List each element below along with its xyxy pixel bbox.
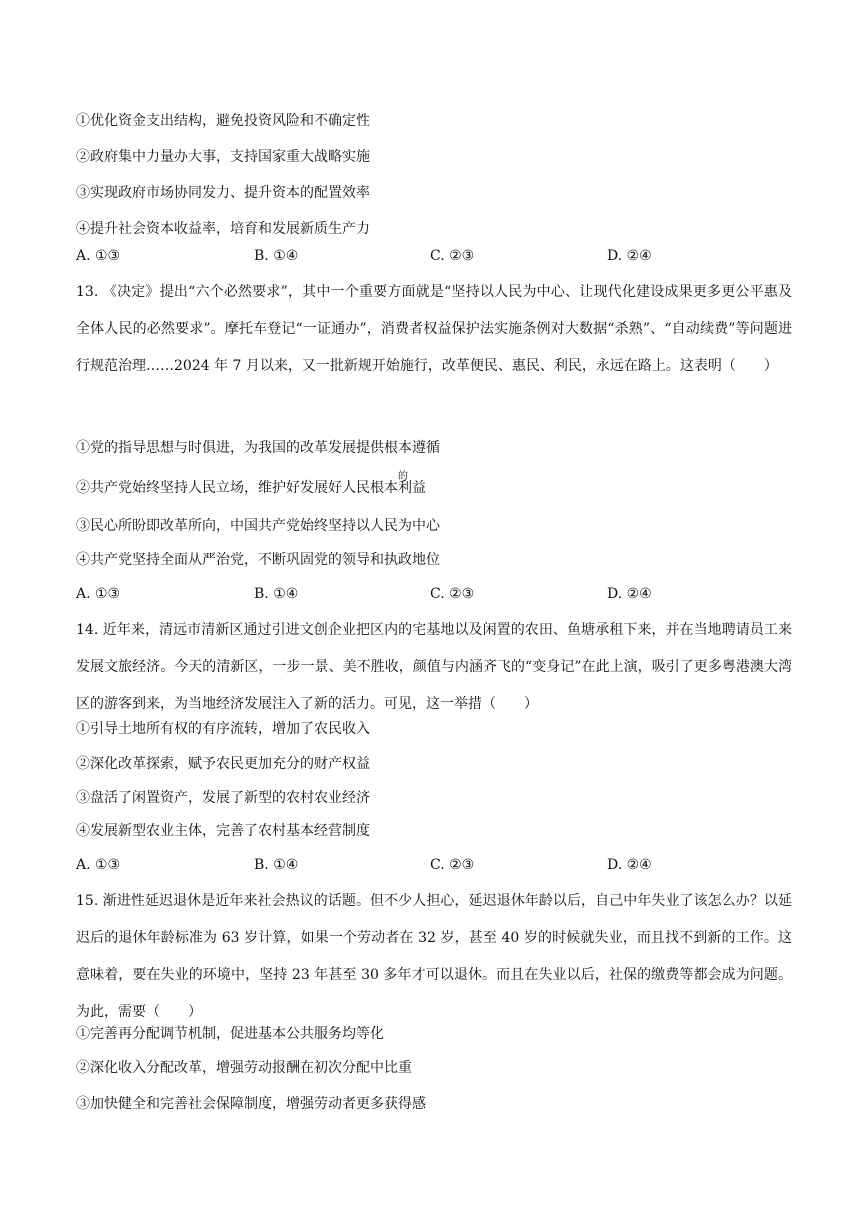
q14-item-1: ①引导土地所有权的有序流转，增加了农民收入 bbox=[76, 721, 370, 737]
q12-option-c: C. ②③ bbox=[430, 248, 475, 264]
q12-item-4: ④提升社会资本收益率，培育和发展新质生产力 bbox=[76, 221, 370, 237]
q13-option-c: C. ②③ bbox=[430, 586, 475, 602]
q13-item-1: ①党的指导思想与时俱进，为我国的改革发展提供根本遵循 bbox=[76, 440, 440, 456]
q12-option-a: A. ①③ bbox=[76, 248, 121, 264]
q14-option-a: A. ①③ bbox=[76, 857, 121, 873]
q13-item-3: ③民心所盼即改革所向，中国共产党始终坚持以人民为中心 bbox=[76, 518, 440, 534]
q15-stem: 15. 渐进性延迟退休是近年来社会热议的话题。但不少人担心，延迟退休年龄以后，自己中年失业了该怎么办？以延迟后的退休年龄标准为 63 岁计算，如果一个劳动者在 32 岁，甚至 40 岁的时候就失业，而且找不到新的工作。这意味着，要在失业的环境中，坚持 23 年甚至 30 多年才可以退休。而且在失业以后，社保的缴费等都会成为问题。为此，需要（ ） bbox=[76, 893, 792, 1020]
q15-item-2: ②深化收入分配改革，增强劳动报酬在初次分配中比重 bbox=[76, 1060, 412, 1076]
q14-item-3: ③盘活了闲置资产，发展了新型的农村农业经济 bbox=[76, 790, 370, 806]
q13-item-4: ④共产党坚持全面从严治党，不断巩固党的领导和执政地位 bbox=[76, 552, 440, 568]
q13-option-d: D. ②④ bbox=[607, 586, 652, 602]
q14-stem: 14. 近年来，清远市清新区通过引进文创企业把区内的宅基地以及闲置的农田、鱼塘承租下来，并在当地聘请员工来发展文旅经济。今天的清新区，一步一景、美不胜收，颜值与内涵齐飞的“变身记”在此上演，吸引了更多粤港澳大湾区的游客到来，为当地经济发展注入了新的活力。可见，这一举措（ ） bbox=[76, 622, 792, 712]
q14-option-c: C. ②③ bbox=[430, 857, 475, 873]
q14-item-4: ④发展新型农业主体，完善了农村基本经营制度 bbox=[76, 823, 370, 839]
q14-option-d: D. ②④ bbox=[607, 857, 652, 873]
q14-option-b: B. ①④ bbox=[254, 857, 299, 873]
q15-item-1: ①完善再分配调节机制，促进基本公共服务均等化 bbox=[76, 1026, 384, 1042]
q12-item-2: ②政府集中力量办大事，支持国家重大战略实施 bbox=[76, 149, 370, 165]
q12-option-d: D. ②④ bbox=[607, 248, 652, 264]
q12-option-b: B. ①④ bbox=[254, 248, 299, 264]
q13-item-2: ②共产党始终坚持人民立场，维护好发展好人民根本利益 bbox=[76, 480, 426, 496]
q14-item-2: ②深化改革探索，赋予农民更加充分的财产权益 bbox=[76, 756, 370, 772]
q13-option-b: B. ①④ bbox=[254, 586, 299, 602]
q15-item-3: ③加快健全和完善社会保障制度，增强劳动者更多获得感 bbox=[76, 1096, 426, 1112]
q13-option-a: A. ①③ bbox=[76, 586, 121, 602]
q12-item-1: ①优化资金支出结构，避免投资风险和不确定性 bbox=[76, 113, 370, 129]
q12-item-3: ③实现政府市场协同发力、提升资本的配置效率 bbox=[76, 185, 370, 201]
q13-superscript-mark: 的 bbox=[398, 471, 408, 482]
q13-stem: 13. 《决定》提出“六个必然要求”，其中一个重要方面就是“坚持以人民为中心、让现代化建设成果更多更公平惠及全体人民的必然要求”。摩托车登记“一证通办”，消费者权益保护法实施条例对大数据“杀熟”、“自动续费”等问题进行规范治理……2024 年 7 月以来，又一批新规开始施行，改革便民、惠民、利民，永远在路上。这表明（ ） bbox=[76, 284, 792, 374]
